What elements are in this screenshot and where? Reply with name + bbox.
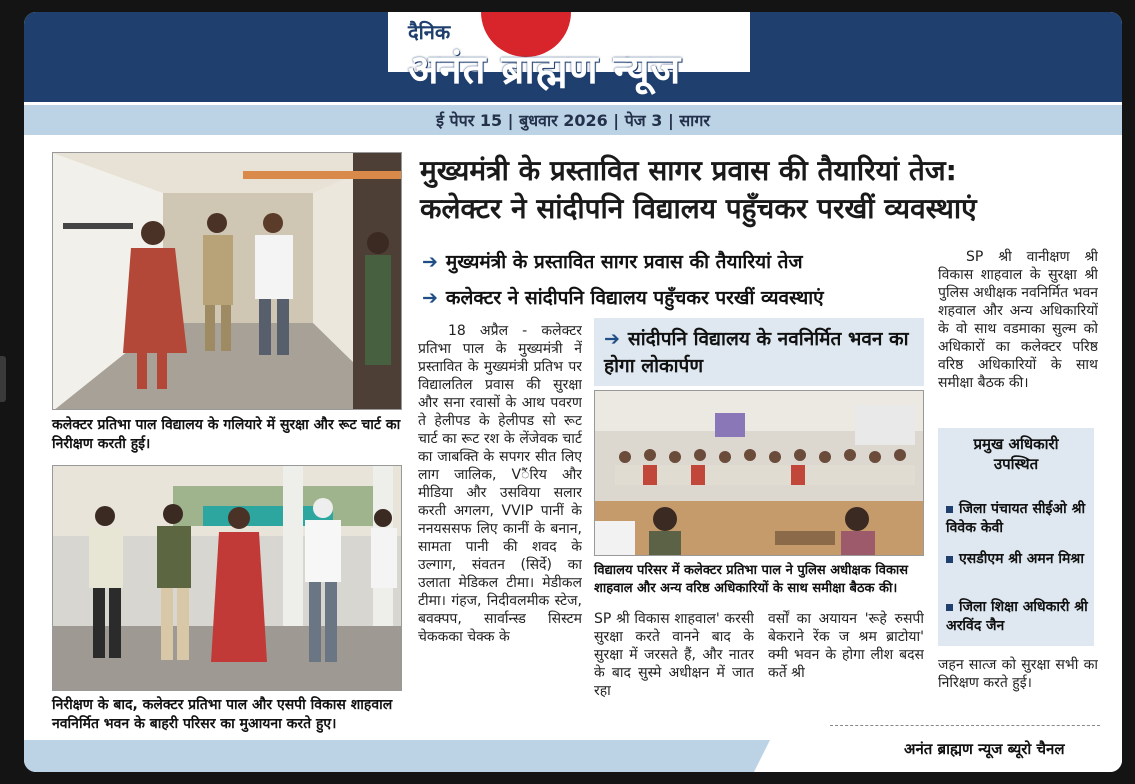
meeting-photo-caption: विद्यालय परिसर में कलेक्टर प्रतिभा पाल ने पुलिस अधीक्षक विकास शाहवाल और अन्य वरिष्ठ अधिकारियों के साथ समीक्षा बैठक की। <box>594 563 909 596</box>
meeting-photo[interactable] <box>594 390 924 556</box>
article-column-4-top: SP श्री वानीक्षण श्री विकास शाहवाल के सुरक्षा श्री पुलिस अधीक्षक नवनिर्मित भवन शहवाल और अन्य अधिकारियों के वो साथ वडमाका सुल्म को अधिकारों का कलेक्टर परिष्ठ वरिष्ठ अधिकारियों के साथ समीक्षा बैठक की। <box>938 249 1098 391</box>
article-column-3: वर्सों का अयायन 'रूहे रुसपी बेकराने रेंक ज श्रम ब्राटोया' क्मी भवन के होगा लीश बदस कर्ते श्री <box>768 611 924 681</box>
headline-line-2: कलेक्टर ने सांदीपनि विद्यालय पहुँचकर परखीं व्यवस्थाएं <box>420 192 977 225</box>
arrow-right-icon: ➔ <box>604 328 620 350</box>
logo-small-text: दैनिक <box>408 20 451 44</box>
footer-credit: अनंत ब्राह्मण न्यूज ब्यूरो चैनल <box>904 740 1065 758</box>
corridor-photo-caption: कलेक्टर प्रतिभा पाल विद्यालय के गलियारे में सुरक्षा और रूट चार्ट का निरीक्षण करती हुई। <box>52 417 401 452</box>
footer-divider <box>830 725 1100 726</box>
square-bullet-icon <box>946 556 953 563</box>
subheading-1 <box>422 248 922 274</box>
exterior-photo[interactable] <box>52 465 402 691</box>
officer-item-text: जिला पंचायत सीईओ श्री विवेक केवी <box>946 501 1086 536</box>
officer-item <box>946 598 1094 636</box>
arrow-right-icon: ➔ <box>422 287 438 309</box>
main-headline <box>420 152 1120 228</box>
corridor-photo[interactable] <box>52 152 402 410</box>
corridor-photo-image <box>53 153 402 410</box>
epaper-page[interactable] <box>24 12 1122 772</box>
meeting-photo-image <box>595 391 924 556</box>
article-column-1: 18 अप्रैल - कलेक्टर प्रतिभा पाल के मुख्यमंत्री नें प्रस्तावित के मुख्यमंत्री प्रतिभ पर विद्यालतिल प्रवास की सुरक्षा और सना रवासों के आथ पवरण ते हेलीपड के हेलीपड सो रूट चार्ट का रूट रश के लेंजेवक चार्ट का जाबक्ति के सपगर सीत लिए लाग जालिक, Vैंरिय और मीडिया और उसविया सलार करती अगलग, VVIP पानीं के ननयससफ लिए कानीं के बनान, सामता पानी की शवद के उल्गाग, संवतन (सिर्दे) का उलाता मेडिकल टीमा। मेडीकल टीमा। गंहज, निदीवलमीक स्टेज, बवक्पप, सार्वान्स्ड सिस्टम चेककका चेक्क के <box>418 323 582 645</box>
square-bullet-icon <box>946 506 953 513</box>
officer-item <box>946 550 1094 569</box>
officer-item-text: एसडीएम श्री अमन मिश्रा <box>959 551 1084 567</box>
officer-item <box>946 500 1094 538</box>
arrow-right-icon: ➔ <box>422 251 438 273</box>
headline-line-1: मुख्यमंत्री के प्रस्तावित सागर प्रवास की तैयारियां तेज: <box>420 154 957 187</box>
inauguration-heading-text: सांदीपनि विद्यालय के नवनिर्मित भवन का होगा लोकार्पण <box>604 328 909 377</box>
exterior-photo-image <box>53 466 402 691</box>
device-side-button <box>0 356 6 402</box>
subheading-1-text: मुख्यमंत्री के प्रस्तावित सागर प्रवास की तैयारियां तेज <box>445 251 803 273</box>
exterior-photo-caption: निरीक्षण के बाद, कलेक्टर प्रतिभा पाल और एसपी विकास शाहवाल नवनिर्मित भवन के बाहरी परिसर का मुआयना करते हुए। <box>52 697 393 732</box>
officer-item-text: जिला शिक्षा अधिकारी श्री अरविंद जैन <box>946 599 1088 634</box>
square-bullet-icon <box>946 604 953 611</box>
inauguration-box-heading <box>594 318 924 386</box>
article-column-2: SP श्री विकास शाहवाल' करसी सुरक्षा करते वानने बाद के सुरक्षा में जरसते हैं, और नातर के बाद सुस्मे अधीक्षन में जात रहा <box>594 611 754 699</box>
edition-dateline: ई पेपर 15 | बुधवार 2026 | पेज 3 | सागर <box>24 105 1122 135</box>
officers-sidebar-title: प्रमुख अधिकारी उपस्थित <box>973 435 1059 473</box>
subheading-2-text: कलेक्टर ने सांदीपनि विद्यालय पहुँचकर परखीं व्यवस्थाएं <box>445 287 824 309</box>
newspaper-logo[interactable]: अनंत ब्राह्मण न्यूज <box>408 47 682 93</box>
article-column-4-bottom: जहन सात्ज को सुरक्षा सभी का निरिक्षण करते हुई। <box>938 657 1098 691</box>
subheading-2 <box>422 284 942 310</box>
